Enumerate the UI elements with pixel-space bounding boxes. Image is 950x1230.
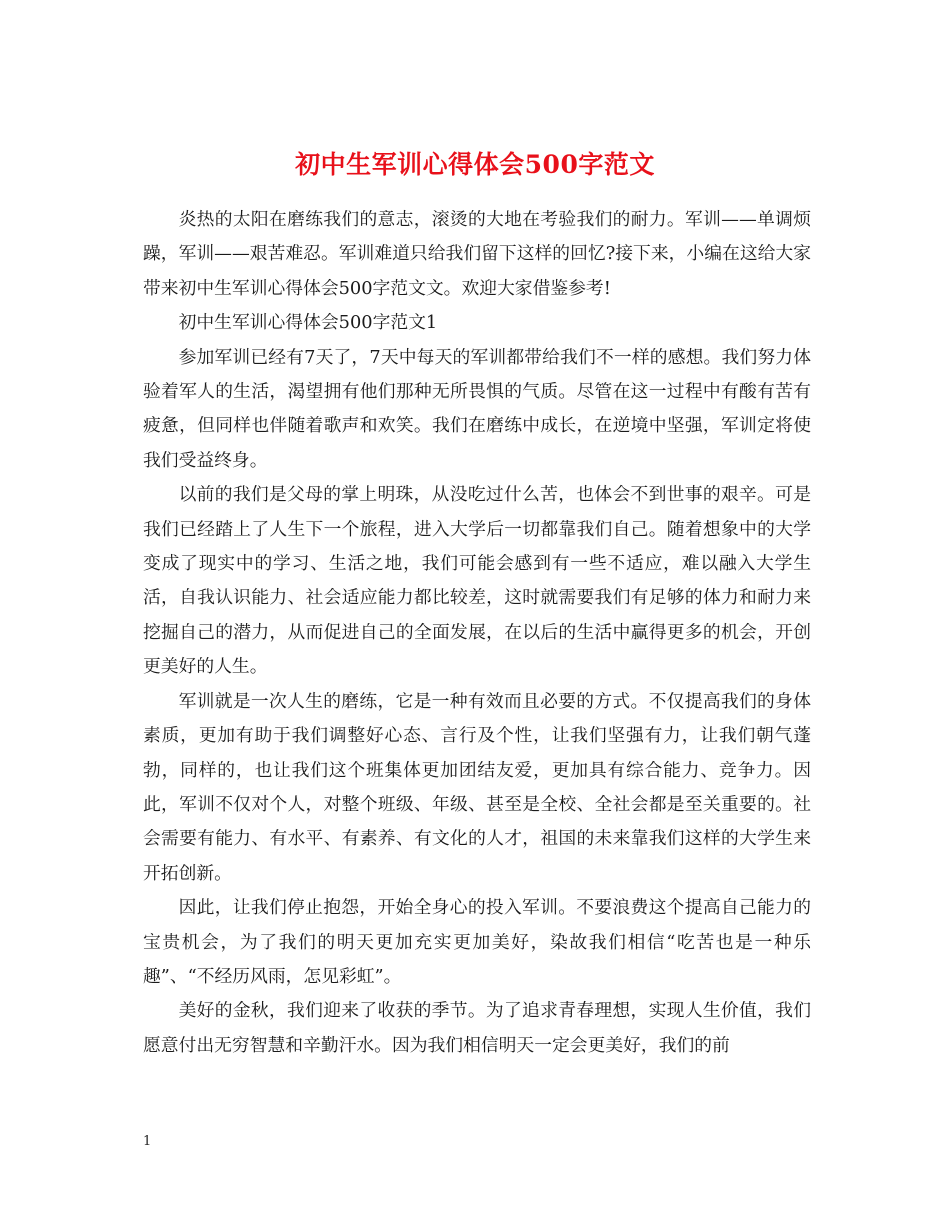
page-title: 初中生军训心得体会500字范文 bbox=[295, 149, 655, 179]
document-body bbox=[143, 203, 811, 1063]
body-paragraph: 因此，让我们停止抱怨，开始全身心的投入军训。不要浪费这个提高自己能力的宝贵机会，为了我们的明天更加充实更加美好，染故我们相信“吃苦也是一种乐趣”、“不经历风雨，怎见彩虹”。 bbox=[143, 897, 811, 987]
body-paragraph: 美好的金秋，我们迎来了收获的季节。为了追求青春理想，实现人生价值，我们愿意付出无穷智慧和辛勤汗水。因为我们相信明天一定会更美好，我们的前 bbox=[143, 1000, 811, 1056]
body-paragraph: 以前的我们是父母的掌上明珠，从没吃过什么苦，也体会不到世事的艰辛。可是我们已经踏上了人生下一个旅程，进入大学后一切都靠我们自己。随着想象中的大学变成了现实中的学习、生活之地，我们可能会感到有一些不适应，难以融入大学生活，自我认识能力、社会适应能力都比较差，这时就需要我们有足够的体力和耐力来挖掘自己的潜力，从而促进自己的全面发展，在以后的生活中赢得更多的机会，开创更美好的人生。 bbox=[143, 484, 811, 678]
body-paragraph: 参加军训已经有7天了，7天中每天的军训都带给我们不一样的感想。我们努力体验着军人的生活，渴望拥有他们那种无所畏惧的气质。尽管在这一过程中有酸有苦有疲惫，但同样也伴随着歌声和欢笑。我们在磨练中成长，在逆境中坚强，军训定将使我们受益终身。 bbox=[143, 346, 811, 471]
section-heading: 初中生军训心得体会500字范文1 bbox=[178, 312, 438, 334]
intro-paragraph: 炎热的太阳在磨练我们的意志，滚烫的大地在考验我们的耐力。军训——单调烦躁，军训——艰苦难忍。军训难道只给我们留下这样的回忆?接下来，小编在这给大家带来初中生军训心得体会500字范文文。欢迎大家借鉴参考! bbox=[143, 209, 811, 299]
body-paragraph: 军训就是一次人生的磨练，它是一种有效而且必要的方式。不仅提高我们的身体素质，更加有助于我们调整好心态、言行及个性，让我们坚强有力，让我们朝气蓬勃，同样的，也让我们这个班集体更加团结友爱，更加具有综合能力、竞争力。因此，军训不仅对个人，对整个班级、年级、甚至是全校、全社会都是至关重要的。社会需要有能力、有水平、有素养、有文化的人才，祖国的未来靠我们这样的大学生来开拓创新。 bbox=[143, 690, 811, 884]
page-number: 1 bbox=[143, 1134, 152, 1149]
